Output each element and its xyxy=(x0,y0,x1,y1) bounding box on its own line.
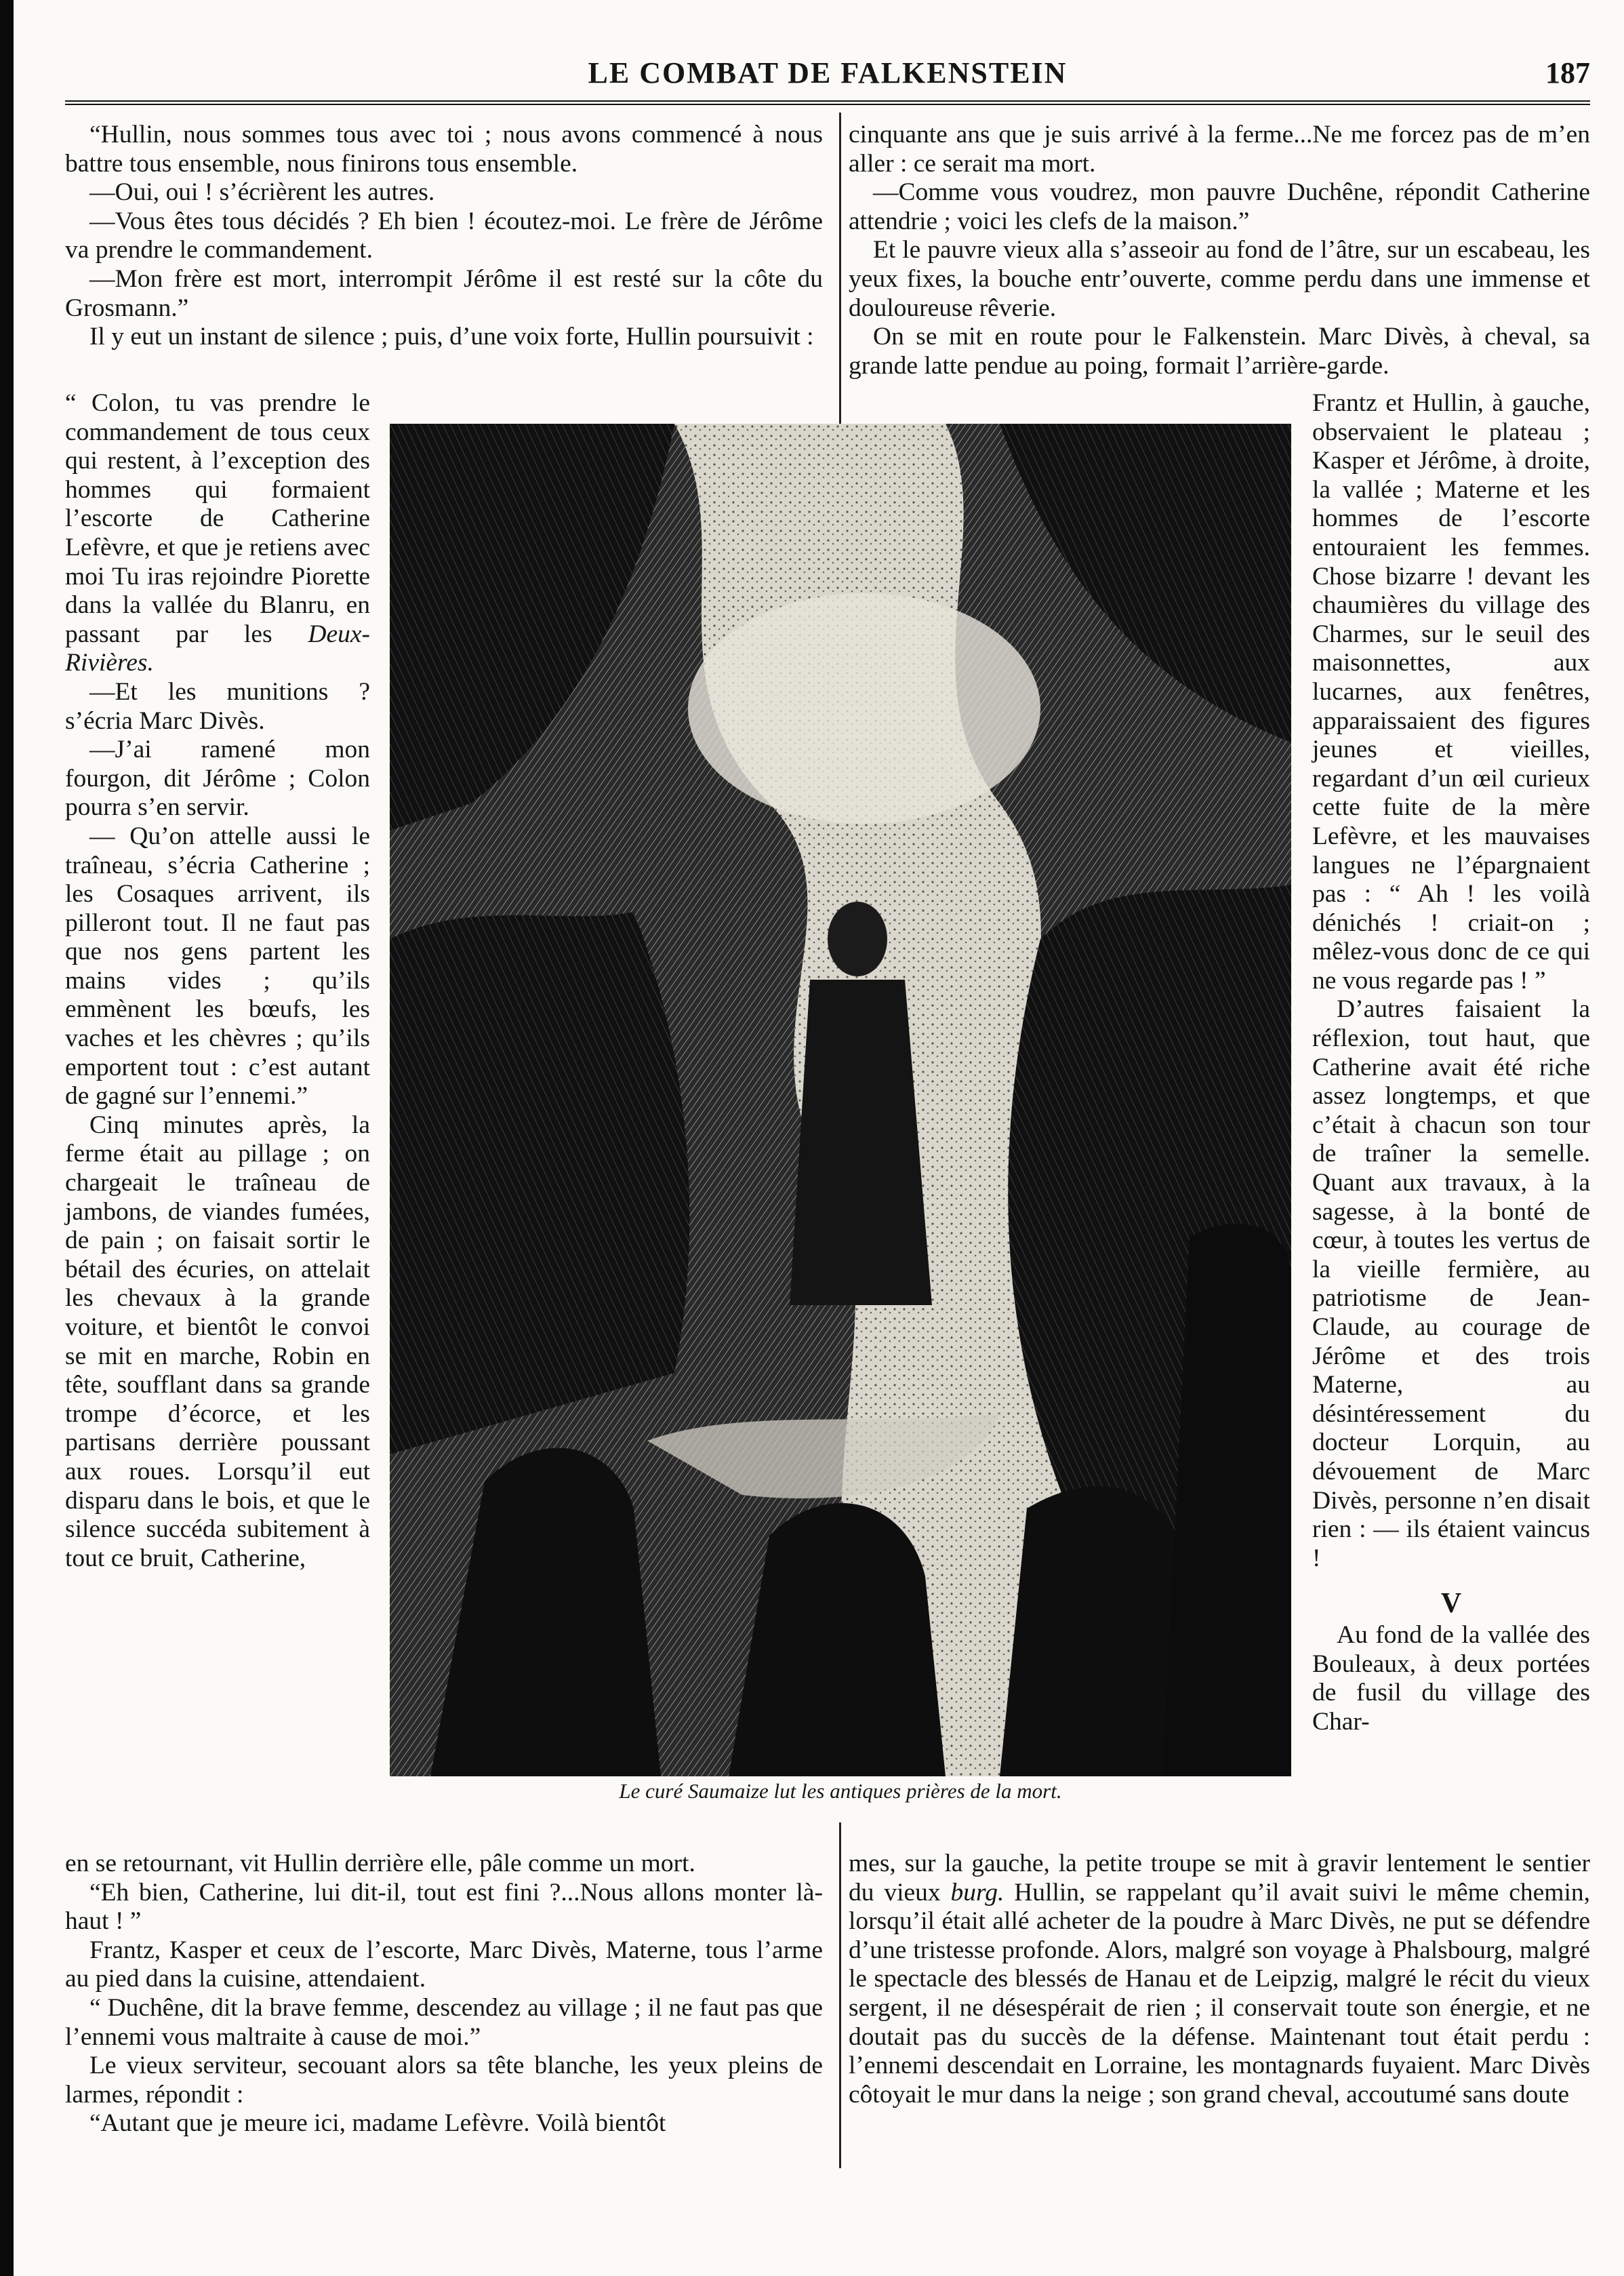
paragraph: — Qu’on attelle aussi le traîneau, s’écria Catherine ; les Cosaques arrivent, ils pilleront tout. Il ne faut pas que nos gens partent les mains vides ; qu’ils emmènent les bœufs, les vaches et les chèvres ; qu’ils emportent tout : c’est autant de gagné sur l’ennemi.” xyxy=(65,822,370,1111)
engraving-image xyxy=(390,424,1291,1776)
paragraph: —Oui, oui ! s’écrièrent les autres. xyxy=(89,178,435,207)
paragraph: Le vieux serviteur, secouant alors sa tête blanche, les yeux pleins de larmes, répondit : xyxy=(65,2052,823,2109)
paragraph-text: mes, sur la gauche, la petite troupe se mit à gravir lentement le sentier du vieux xyxy=(849,1850,1590,1906)
binding-edge xyxy=(0,0,14,2276)
right-column-narrow xyxy=(1312,389,1590,1736)
paragraph: —Comme vous voudrez, mon pauvre Duchêne, répondit Catherine attendrie ; voici les clefs de la maison.” xyxy=(849,178,1590,235)
paragraph: Au fond de la vallée des Bouleaux, à deux portées de fusil du village des Char- xyxy=(1312,1620,1590,1736)
chapter-heading: V xyxy=(1440,1588,1462,1620)
paragraph: —Mon frère est mort, interrompit Jérôme il est resté sur la côte du Grosmann.” xyxy=(65,264,823,322)
paragraph: Il y eut un instant de silence ; puis, d’une voix forte, Hullin poursuivit : xyxy=(89,323,814,351)
paragraph: cinquante ans que je suis arrivé à la ferme...Ne me forcez pas de m’en aller : ce serait ma mort. xyxy=(849,121,1590,178)
paragraph: en se retournant, vit Hullin derrière elle, pâle comme un mort. xyxy=(65,1850,695,1877)
paragraph: Frantz, Kasper et ceux de l’escorte, Marc Divès, Materne, tous l’arme au pied dans la cuisine, attendaient. xyxy=(65,1936,823,1993)
paragraph: Cinq minutes après, la ferme était au pillage ; on chargeait le traîneau de jambons, de viandes fumées, de pain ; on faisait sortir le bétail des écuries, on attelait les chevaux à la grande voiture, et bientôt le convoi se mit en marche, Robin en tête, soufflant dans sa grande trompe d’écorce, et les partisans derrière poussant aux roues. Lorsqu’il eut disparu dans le bois, et que le silence succéda subitement à tout ce bruit, Catherine, xyxy=(65,1111,370,1572)
running-title: LE COMBAT DE FALKENSTEIN xyxy=(588,56,1068,89)
right-column-top xyxy=(849,121,1590,380)
paragraph: “Autant que je meure ici, madame Lefèvre. Voilà bientôt xyxy=(89,2109,666,2138)
paragraph: “ Duchêne, dit la brave femme, descendez au village ; il ne faut pas que l’ennemi vous maltraite à cause de moi.” xyxy=(65,1993,823,2051)
place-name: Deux-Rivières. xyxy=(65,620,371,677)
page-header xyxy=(65,53,1590,105)
left-column-bottom xyxy=(65,1850,823,2138)
paragraph-text: “ Colon, tu vas prendre le commandement de tous ceux qui restent, à l’exception des hommes qui formaient l’escorte de Catherine Lefèvre, et que je retiens avec moi Tu iras rejoindre Piorette dans la vallée du Blanru, en passant par les xyxy=(65,389,370,648)
page-number: 187 xyxy=(1545,56,1590,89)
paragraph: D’autres faisaient la réflexion, tout haut, que Catherine avait été riche assez longtemps, et que c’était à chacun son tour de traîner la semelle. Quant aux travaux, à la sagesse, à la bonté de cœur, à toutes les vertus de la vieille fermière, au patriotisme de Jean-Claude, au courage de Jérôme et des trois Materne, au désintéressement du docteur Lorquin, au dévouement de Marc Divès, personne n’en disait rien : — ils étaient vaincus ! xyxy=(1312,995,1590,1572)
paragraph xyxy=(65,389,370,678)
right-column-bottom xyxy=(849,1850,1590,2109)
column-rule-bottom xyxy=(839,1822,841,2168)
paragraph: —Et les munitions ? s’écria Marc Divès. xyxy=(65,677,370,735)
engraving-illustration xyxy=(390,424,1291,1776)
illustration-caption: Le curé Saumaize lut les antiques prières de la mort. xyxy=(619,1779,1062,1803)
paragraph: Frantz et Hullin, à gauche, observaient le plateau ; Kasper et Jérôme, à droite, la vallée ; Materne et les hommes de l’escorte entouraient les femmes. Chose bizarre ! devant les chaumières du village des Charmes, sur le seuil des maisonnettes, aux lucarnes, aux fenêtres, apparaissaient des figures jeunes et vieilles, regardant d’un œil curieux cette fuite de la mère Lefèvre, et les mauvaises langues ne l’épargnaient pas : “ Ah ! les voilà dénichés ! criait-on ; mêlez-vous donc de ce qui ne vous regarde pas ! ” xyxy=(1312,389,1590,995)
paragraph: “Eh bien, Catherine, lui dit-il, tout est fini ?...Nous allons monter là-haut ! ” xyxy=(65,1878,823,1936)
paragraph: —J’ai ramené mon fourgon, dit Jérôme ; Colon pourra s’en servir. xyxy=(65,736,370,822)
paragraph: On se mit en route pour le Falkenstein. Marc Divès, à cheval, sa grande latte pendue au poing, formait l’arrière-garde. xyxy=(849,323,1590,380)
paragraph xyxy=(849,1850,1590,2109)
column-rule-top xyxy=(839,113,841,438)
paragraph-text: Hullin, se rappelant qu’il avait suivi le même chemin, lorsqu’il était allé acheter de la poudre à Marc Divès, ne put se défendre d’une tristesse profonde. Alors, malgré son voyage à Phalsbourg, malgré le spectacle des blessés de Hanau et de Leipzig, malgré le récit du vieux sergent, il ne désespérait de rien ; il conservait toute son énergie, et ne doutait pas du succès de la défense. Maintenant tout était perdu : l’ennemi descendait en Lorraine, les montagnards fuyaient. Marc Divès côtoyait le mur dans la neige ; son grand cheval, accoutumé sans doute xyxy=(849,1878,1591,2109)
paragraph: Et le pauvre vieux alla s’asseoir au fond de l’âtre, sur un escabeau, les yeux fixes, la bouche entr’ouverte, comme perdu dans une immense et douloureuse rêverie. xyxy=(849,236,1590,322)
paragraph: —Vous êtes tous décidés ? Eh bien ! écoutez-moi. Le frère de Jérôme va prendre le commandement. xyxy=(65,207,823,264)
left-column-narrow xyxy=(65,389,370,1573)
paragraph: “Hullin, nous sommes tous avec toi ; nous avons commencé à nous battre tous ensemble, nous finirons tous ensemble. xyxy=(65,121,823,178)
italic-word: burg. xyxy=(950,1878,1004,1906)
left-column-top xyxy=(65,121,823,352)
